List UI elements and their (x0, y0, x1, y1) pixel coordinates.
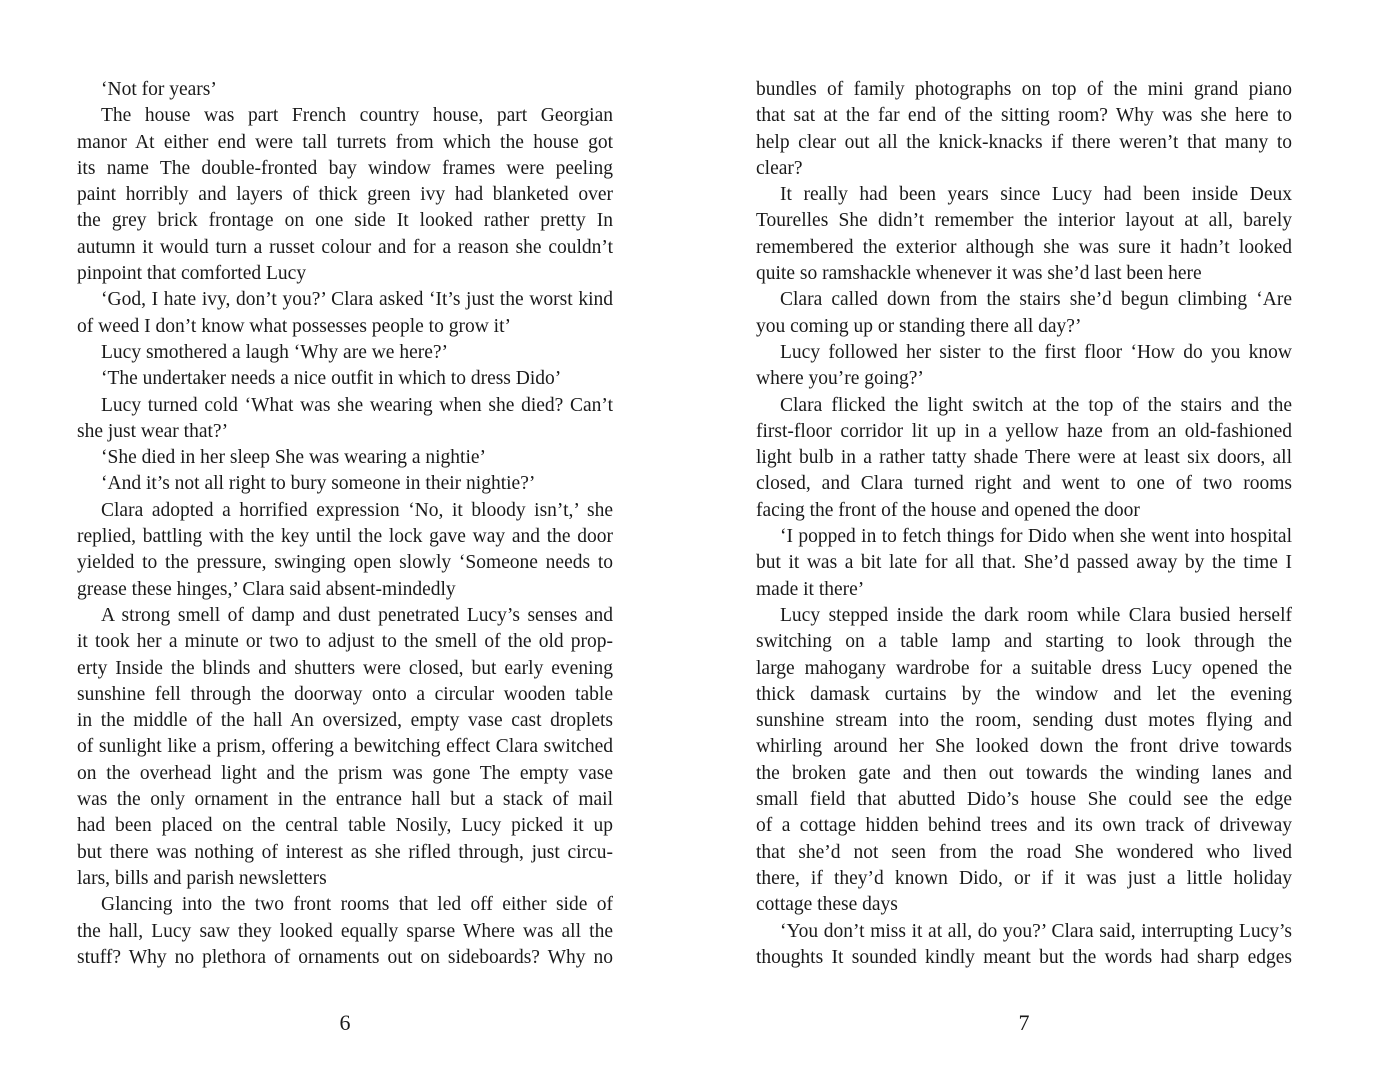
text-line: she just wear that?’ (77, 420, 229, 442)
text-line: light bulb in a rather tatty shade There were at least six doors, all (756, 447, 1292, 469)
text-line: bundles of family photographs on top of the mini grand piano (756, 79, 1292, 100)
text-line: the grey brick frontage on one side It looked rather pretty In (77, 210, 613, 232)
text-line: in the middle of the hall An oversized, empty vase cast droplets (77, 710, 613, 732)
text-line: its name The double-fronted bay window frames were peeling (77, 157, 613, 179)
text-line: sunshine stream into the room, sending dust motes flying and (756, 710, 1292, 732)
text-line: first-floor corridor lit up in a yellow haze from an old-fashioned (756, 420, 1292, 442)
right-page (756, 77, 1292, 971)
text-line: ‘I popped in to fetch things for Dido when she went into hospital (780, 526, 1292, 548)
text-line: you coming up or standing there all day?’ (756, 315, 1082, 337)
text-line: but it was a bit late for all that. She’d passed away by the time I (756, 552, 1292, 574)
text-line: made it there’ (756, 578, 865, 600)
text-line: ‘God, I hate ivy, don’t you?’ Clara asked ‘It’s just the worst kind (101, 289, 613, 311)
text-line: grease these hinges,’ Clara said absent-mindedly (77, 578, 456, 600)
text-line: on the overhead light and the prism was gone The empty vase (77, 762, 613, 784)
text-line: manor At either end were tall turrets from which the house got (77, 131, 613, 153)
page-number-left: 6 (339, 1010, 351, 1035)
text-line: erty Inside the blinds and shutters were closed, but early evening (77, 657, 613, 679)
text-line: stuff? Why no plethora of ornaments out on sideboards? Why no (77, 946, 613, 968)
text-line: clear? (756, 157, 803, 179)
text-line: of a cottage hidden behind trees and its own track of driveway (756, 815, 1292, 837)
text-line: was the only ornament in the entrance hall but a stack of mail (77, 789, 613, 811)
text-line: Glancing into the two front rooms that led off either side of (101, 894, 613, 916)
text-line: that sat at the far end of the sitting room? Why was she here to (756, 105, 1292, 127)
left-page (77, 77, 613, 971)
text-line: ‘Not for years’ (101, 79, 217, 100)
text-line: pinpoint that comforted Lucy (77, 263, 307, 285)
text-line: remembered the exterior although she was sure it hadn’t looked (756, 236, 1292, 258)
text-line: thick damask curtains by the window and let the evening (756, 683, 1292, 705)
text-line: Lucy turned cold ‘What was she wearing when she died? Can’t (101, 394, 613, 416)
text-line: cottage these days (756, 894, 898, 916)
text-line: small field that abutted Dido’s house She could see the edge (756, 789, 1292, 811)
text-line: whirling around her She looked down the front drive towards (756, 736, 1292, 758)
text-line: ‘She died in her sleep She was wearing a nightie’ (101, 447, 487, 469)
text-line: the hall, Lucy saw they looked equally sparse Where was all the (77, 920, 613, 942)
text-line: Lucy stepped inside the dark room while Clara busied herself (780, 604, 1292, 626)
text-line: large mahogany wardrobe for a suitable dress Lucy opened the (756, 657, 1292, 679)
text-line: thoughts It sounded kindly meant but the words had sharp edges (756, 946, 1292, 968)
text-line: replied, battling with the key until the lock gave way and the door (77, 526, 613, 548)
text-line: quite so ramshackle whenever it was she’d last been here (756, 263, 1202, 285)
text-line: Clara adopted a horrified expression ‘No, it bloody isn’t,’ she (101, 499, 613, 521)
text-line: The house was part French country house, part Georgian (101, 105, 613, 127)
text-line: lars, bills and parish newsletters (77, 867, 327, 889)
text-line: it took her a minute or two to adjust to the smell of the old prop- (77, 631, 613, 653)
text-line: closed, and Clara turned right and went to one of two rooms (756, 473, 1292, 495)
text-line: facing the front of the house and opened the door (756, 499, 1140, 521)
text-line: of sunlight like a prism, offering a bewitching effect Clara switched (77, 736, 613, 758)
text-line: Clara called down from the stairs she’d begun climbing ‘Are (780, 289, 1292, 311)
text-line: It really had been years since Lucy had been inside Deux (780, 184, 1292, 206)
text-line: Lucy smothered a laugh ‘Why are we here?’ (101, 341, 449, 363)
text-line: Lucy followed her sister to the first floor ‘How do you know (780, 341, 1292, 363)
text-line: switching on a table lamp and starting to look through the (756, 631, 1292, 653)
text-line: sunshine fell through the doorway onto a circular wooden table (77, 683, 613, 705)
text-line: yielded to the pressure, swinging open slowly ‘Someone needs to (77, 552, 613, 574)
text-line: the broken gate and then out towards the winding lanes and (756, 762, 1292, 784)
text-line: had been placed on the central table Nosily, Lucy picked it up (77, 815, 613, 837)
text-line: Clara flicked the light switch at the top of the stairs and the (780, 394, 1292, 416)
text-line: ‘The undertaker needs a nice outfit in which to dress Dido’ (101, 368, 562, 390)
text-line: A strong smell of damp and dust penetrated Lucy’s senses and (101, 604, 613, 626)
text-line: but there was nothing of interest as she rifled through, just circu- (77, 841, 613, 863)
text-line: there, if they’d known Dido, or if it was just a little holiday (756, 867, 1292, 889)
text-line: paint horribly and layers of thick green ivy had blanketed over (77, 184, 613, 206)
text-line: Tourelles She didn’t remember the interior layout at all, barely (756, 210, 1292, 232)
text-line: ‘And it’s not all right to bury someone in their nightie?’ (101, 473, 536, 495)
text-line: autumn it would turn a russet colour and for a reason she couldn’t (77, 236, 613, 258)
text-line: help clear out all the knick-knacks if there weren’t that many to (756, 131, 1292, 153)
text-line: where you’re going?’ (756, 368, 924, 390)
page-number-right: 7 (1018, 1010, 1030, 1035)
text-line: of weed I don’t know what possesses people to grow it’ (77, 315, 511, 337)
text-line: ‘You don’t miss it at all, do you?’ Clara said, interrupting Lucy’s (780, 920, 1292, 942)
text-line: that she’d not seen from the road She wondered who lived (756, 841, 1292, 863)
